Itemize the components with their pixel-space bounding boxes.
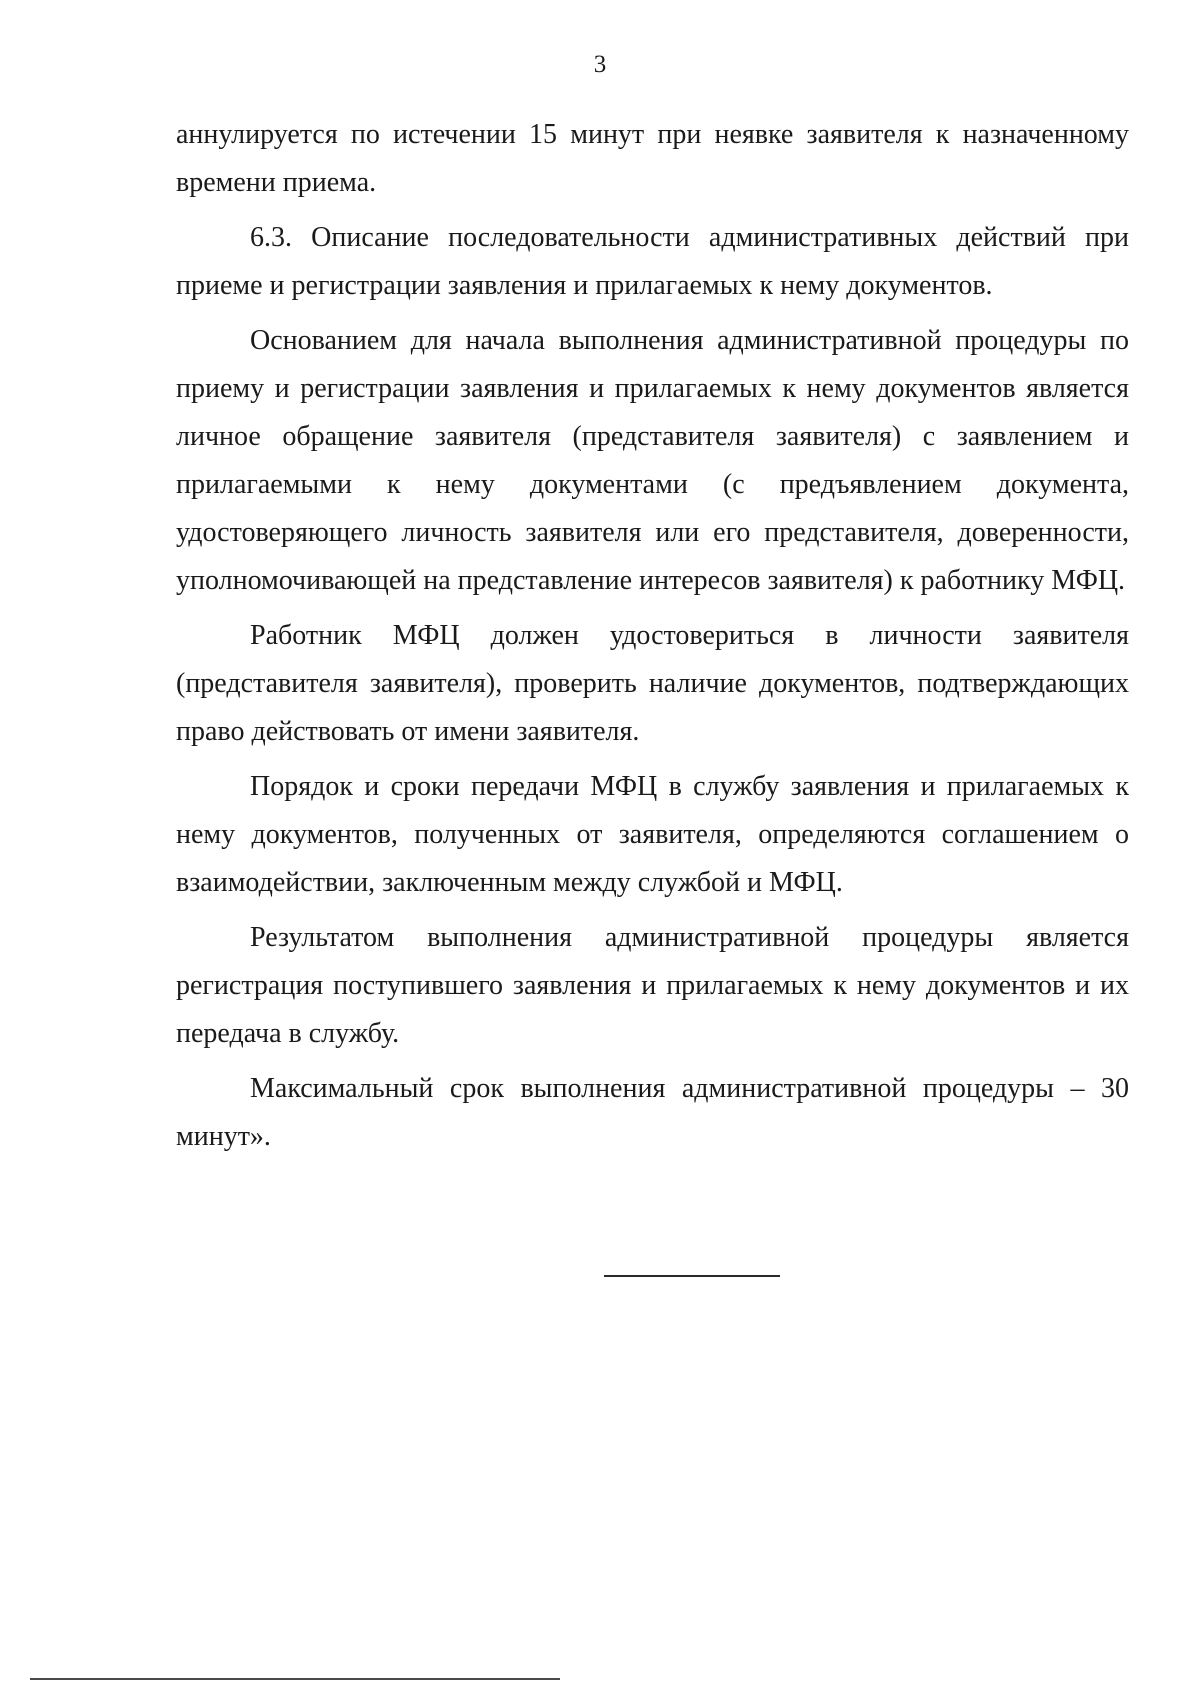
end-divider [604,1275,780,1277]
document-body [176,111,1129,1168]
bottom-divider [30,1678,560,1680]
paragraph-section-6-3: 6.3. Описание последовательности административных действий при приеме и регистрации заявления и прилагаемых к нему документов. [176,222,1129,301]
paragraph-continuation: аннулируется по истечении 15 минут при неявке заявителя к назначенному времени приема. [176,119,1129,198]
paragraph-mfc-worker: Работник МФЦ должен удостовериться в личности заявителя (представителя заявителя), проверить наличие документов, подтверждающих право действовать от имени заявителя. [176,620,1129,747]
page-number: 3 [593,51,607,78]
paragraph-basis: Основанием для начала выполнения административной процедуры по приему и регистрации заявления и прилагаемых к нему документов является личное обращение заявителя (представителя заявителя) с заявлением и прилагаемыми к нему документами (с предъявлением документа, удостоверяющего личность заявителя или его представителя, доверенности, уполномочивающей на представление интересов заявителя) к работнику МФЦ. [176,325,1129,596]
paragraph-result: Результатом выполнения административной процедуры является регистрация поступившего заявления и прилагаемых к нему документов и их передача в службу. [176,922,1129,1049]
paragraph-transfer-order: Порядок и сроки передачи МФЦ в службу заявления и прилагаемых к нему документов, полученных от заявителя, определяются соглашением о взаимодействии, заключенным между службой и МФЦ. [176,771,1129,898]
paragraph-max-term: Максимальный срок выполнения административной процедуры – 30 минут». [176,1073,1129,1152]
